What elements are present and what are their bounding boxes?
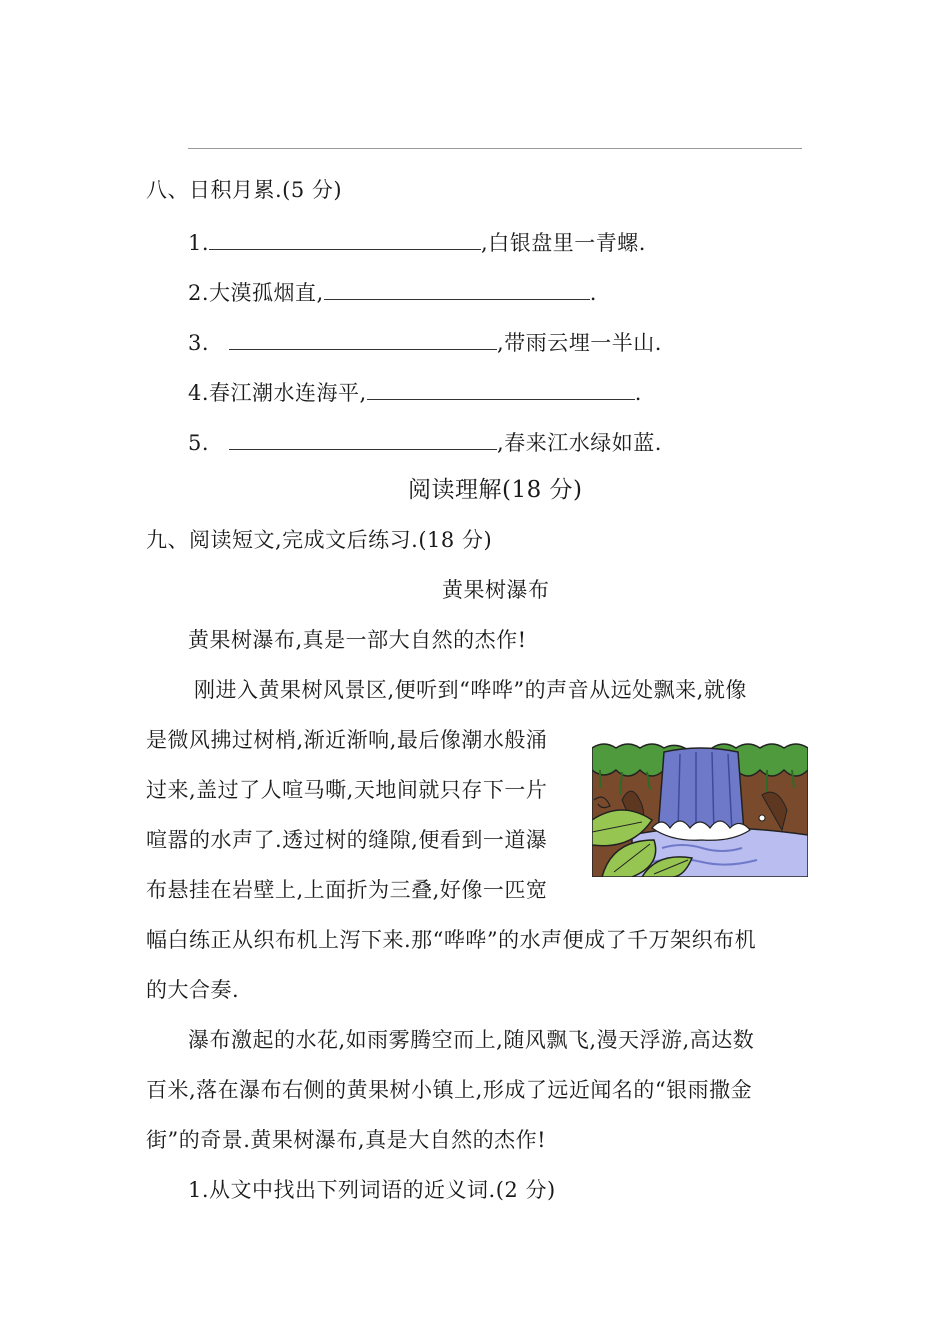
answer-blank-2[interactable] bbox=[324, 277, 590, 300]
answer-blank-1[interactable] bbox=[209, 227, 481, 250]
item-number: 1. bbox=[188, 231, 210, 255]
item-number: 4. bbox=[188, 381, 210, 405]
section-9-title-text: 九、阅读短文,完成文后练习.(18 分) bbox=[146, 528, 493, 552]
item-text-after: . bbox=[634, 381, 642, 405]
passage-title: 黄果树瀑布 bbox=[442, 578, 550, 602]
paragraph-3-line-2: 百米,落在瀑布右侧的黄果树小镇上,形成了远近闻名的“银雨撒金 bbox=[146, 1078, 753, 1102]
waterfall-illustration bbox=[592, 740, 808, 877]
item-text-after: ,白银盘里一青螺. bbox=[481, 231, 646, 255]
answer-blank-4[interactable] bbox=[367, 377, 635, 400]
paragraph-2-line-5: 布悬挂在岩壁上,上面折为三叠,好像一匹宽 bbox=[146, 878, 548, 902]
paragraph-2-line-2: 是微风拂过树梢,渐近渐响,最后像潮水般涌 bbox=[146, 728, 548, 752]
item-text-after: ,带雨云埋一半山. bbox=[497, 331, 662, 355]
item-number: 2. bbox=[188, 281, 210, 305]
paragraph-2-line-7: 的大合奏. bbox=[146, 978, 240, 1002]
section-8-title: 八、日积月累.(5 分) bbox=[146, 178, 343, 202]
paragraph-3-line-3: 街”的奇景.黄果树瀑布,真是大自然的杰作! bbox=[146, 1128, 547, 1152]
item-text-after: . bbox=[589, 281, 597, 305]
item-text-before: 春江潮水连海平, bbox=[209, 381, 367, 405]
section-9-title bbox=[146, 526, 492, 554]
item-number: 5. bbox=[188, 431, 210, 455]
fill-blank-item-2 bbox=[188, 277, 597, 307]
answer-blank-3[interactable] bbox=[229, 327, 497, 350]
question-1: 1.从文中找出下列词语的近义词.(2 分) bbox=[188, 1178, 556, 1202]
fill-blank-item-3 bbox=[188, 327, 662, 357]
answer-blank-5[interactable] bbox=[229, 427, 497, 450]
item-number: 3. bbox=[188, 331, 210, 355]
paragraph-1: 黄果树瀑布,真是一部大自然的杰作! bbox=[188, 628, 527, 652]
reading-heading: 阅读理解(18 分) bbox=[408, 477, 583, 503]
paragraph-2-line-4: 喧嚣的水声了.透过树的缝隙,便看到一道瀑 bbox=[146, 828, 548, 852]
paragraph-2-line-3: 过来,盖过了人喧马嘶,天地间就只存下一片 bbox=[146, 778, 548, 802]
fill-blank-item-4 bbox=[188, 377, 642, 407]
divider-line bbox=[188, 148, 802, 149]
paragraph-3-line-1: 瀑布激起的水花,如雨雾腾空而上,随风飘飞,漫天浮游,高达数 bbox=[188, 1028, 755, 1052]
paragraph-2-line-6: 幅白练正从织布机上泻下来.那“哗哗”的水声便成了千万架织布机 bbox=[146, 928, 757, 952]
fill-blank-item-5 bbox=[188, 427, 662, 457]
item-text-before: 大漠孤烟直, bbox=[209, 281, 324, 305]
item-text-after: ,春来江水绿如蓝. bbox=[497, 431, 662, 455]
paragraph-2-line-1: 刚进入黄果树风景区,便听到“哗哗”的声音从远处飘来,就像 bbox=[194, 678, 747, 702]
fill-blank-item-1 bbox=[188, 227, 646, 257]
